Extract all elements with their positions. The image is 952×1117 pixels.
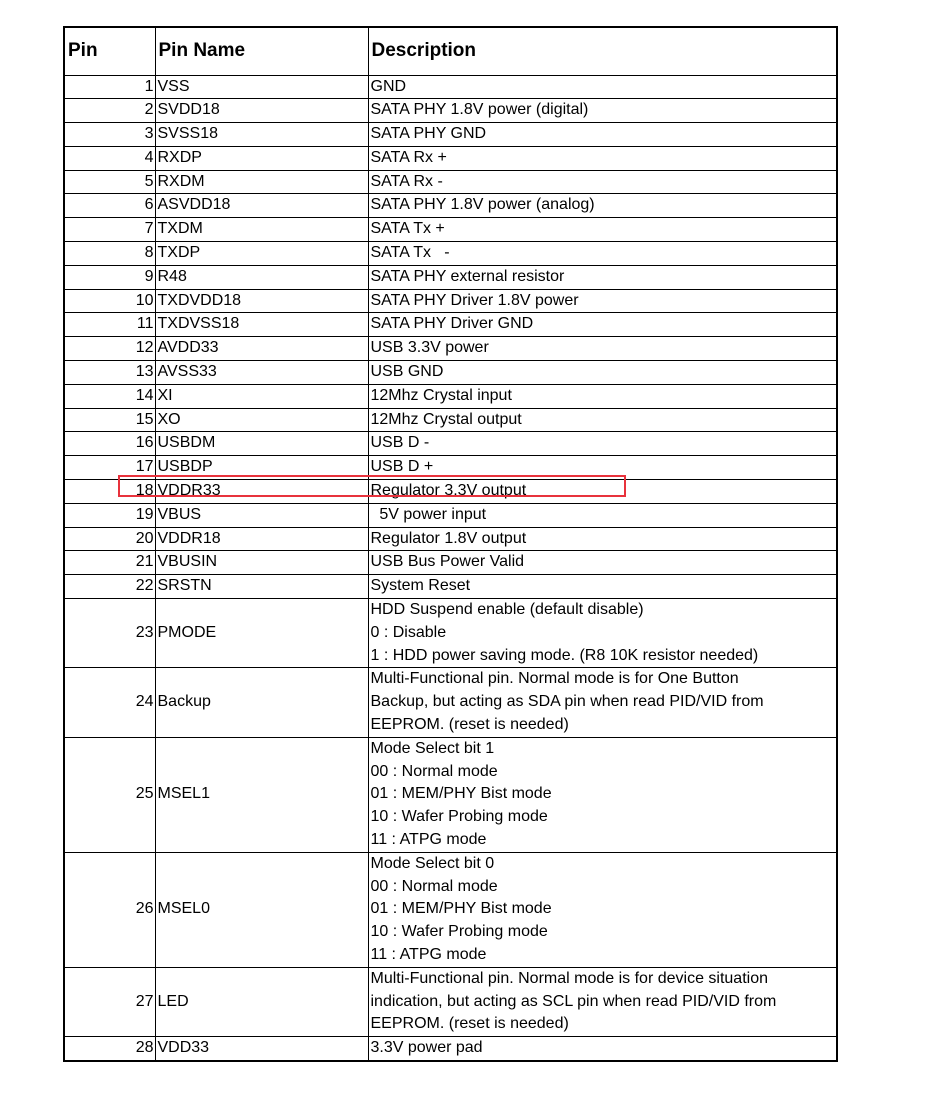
table-row xyxy=(64,527,837,551)
description-line: Multi-Functional pin. Normal mode is for One Button xyxy=(370,670,739,688)
pin-name-cell: VDDR33 xyxy=(155,480,368,504)
description-cell xyxy=(368,265,837,289)
description-cell xyxy=(368,170,837,194)
pin-name-cell: USBDM xyxy=(155,432,368,456)
table-row xyxy=(64,575,837,599)
description-cell xyxy=(368,967,837,1036)
table-row xyxy=(64,852,837,967)
pin-number-cell: 27 xyxy=(64,967,155,1036)
header-pin: Pin xyxy=(64,27,155,75)
table-row xyxy=(64,218,837,242)
pin-number-cell: 8 xyxy=(64,242,155,266)
description-line: USB GND xyxy=(370,363,444,381)
description-cell xyxy=(368,527,837,551)
description-line: 5V power input xyxy=(370,505,487,523)
table-row xyxy=(64,1037,837,1061)
description-line: 10 : Wafer Probing mode xyxy=(370,808,548,826)
pin-number-cell: 16 xyxy=(64,432,155,456)
description-line: SATA PHY external resistor xyxy=(370,267,565,285)
description-cell xyxy=(368,575,837,599)
pin-number-cell: 12 xyxy=(64,337,155,361)
header-description: Description xyxy=(368,27,837,75)
table-row xyxy=(64,123,837,147)
table-row xyxy=(64,737,837,852)
description-cell xyxy=(368,456,837,480)
table-row xyxy=(64,242,837,266)
table-row xyxy=(64,456,837,480)
pin-description-table xyxy=(63,26,838,1062)
pin-name-cell: USBDP xyxy=(155,456,368,480)
description-line: HDD Suspend enable (default disable) xyxy=(370,601,644,619)
description-line: Backup, but acting as SDA pin when read PID/VID from xyxy=(370,693,764,711)
pin-name-cell: VDDR18 xyxy=(155,527,368,551)
table-row xyxy=(64,432,837,456)
pin-name-cell: AVDD33 xyxy=(155,337,368,361)
description-line: Mode Select bit 1 xyxy=(370,739,495,757)
pin-number-cell: 1 xyxy=(64,75,155,99)
pin-name-cell: VBUSIN xyxy=(155,551,368,575)
description-line: USB Bus Power Valid xyxy=(370,553,525,571)
description-line: 12Mhz Crystal output xyxy=(370,410,522,428)
pin-number-cell: 23 xyxy=(64,599,155,668)
table-row xyxy=(64,265,837,289)
pin-number-cell: 4 xyxy=(64,146,155,170)
description-line: USB 3.3V power xyxy=(370,339,489,357)
description-cell xyxy=(368,146,837,170)
table-row xyxy=(64,384,837,408)
description-line: GND xyxy=(370,77,407,95)
description-line: 0 : Disable xyxy=(370,623,447,641)
description-line: 12Mhz Crystal input xyxy=(370,386,512,404)
description-cell xyxy=(368,242,837,266)
description-line: 00 : Normal mode xyxy=(370,877,498,895)
pin-number-cell: 7 xyxy=(64,218,155,242)
pin-name-cell: PMODE xyxy=(155,599,368,668)
description-cell xyxy=(368,99,837,123)
pin-number-cell: 10 xyxy=(64,289,155,313)
pin-number-cell: 14 xyxy=(64,384,155,408)
pin-number-cell: 5 xyxy=(64,170,155,194)
description-cell xyxy=(368,194,837,218)
table-row xyxy=(64,337,837,361)
pin-number-cell: 25 xyxy=(64,737,155,852)
pin-name-cell: RXDM xyxy=(155,170,368,194)
pin-number-cell: 3 xyxy=(64,123,155,147)
description-cell xyxy=(368,313,837,337)
description-cell xyxy=(368,599,837,668)
pin-name-cell: TXDVSS18 xyxy=(155,313,368,337)
pin-name-cell: RXDP xyxy=(155,146,368,170)
description-line: indication, but acting as SCL pin when read PID/VID from xyxy=(370,992,777,1010)
table-row xyxy=(64,551,837,575)
pin-name-cell: XO xyxy=(155,408,368,432)
pin-name-cell: XI xyxy=(155,384,368,408)
table-row xyxy=(64,194,837,218)
description-line: Mode Select bit 0 xyxy=(370,854,495,872)
pin-name-cell: VBUS xyxy=(155,503,368,527)
pin-name-cell: SVSS18 xyxy=(155,123,368,147)
pin-name-cell: AVSS33 xyxy=(155,361,368,385)
description-cell xyxy=(368,432,837,456)
description-cell xyxy=(368,218,837,242)
pin-number-cell: 13 xyxy=(64,361,155,385)
description-line: 01 : MEM/PHY Bist mode xyxy=(370,900,552,918)
description-cell xyxy=(368,123,837,147)
pin-number-cell: 26 xyxy=(64,852,155,967)
table-header-row xyxy=(64,27,837,75)
pin-name-cell: MSEL0 xyxy=(155,852,368,967)
pin-number-cell: 9 xyxy=(64,265,155,289)
pin-number-cell: 11 xyxy=(64,313,155,337)
table-row xyxy=(64,99,837,123)
pin-name-cell: TXDP xyxy=(155,242,368,266)
table-row xyxy=(64,313,837,337)
pin-number-cell: 24 xyxy=(64,668,155,737)
description-line: SATA Tx - xyxy=(370,244,450,262)
pin-name-cell: VDD33 xyxy=(155,1037,368,1061)
description-line: SATA PHY GND xyxy=(370,125,487,143)
description-line: 00 : Normal mode xyxy=(370,762,498,780)
table-row xyxy=(64,170,837,194)
description-line: 10 : Wafer Probing mode xyxy=(370,923,548,941)
table-row xyxy=(64,146,837,170)
pin-number-cell: 20 xyxy=(64,527,155,551)
description-cell xyxy=(368,737,837,852)
table-row xyxy=(64,480,837,504)
pin-number-cell: 21 xyxy=(64,551,155,575)
table-row xyxy=(64,668,837,737)
description-line: SATA Rx - xyxy=(370,172,443,190)
description-line: SATA PHY Driver 1.8V power xyxy=(370,291,579,309)
pin-name-cell: R48 xyxy=(155,265,368,289)
description-line: USB D + xyxy=(370,458,434,476)
description-line: 11 : ATPG mode xyxy=(370,945,487,963)
description-line: SATA Tx + xyxy=(370,220,445,238)
header-pin-name: Pin Name xyxy=(155,27,368,75)
description-cell xyxy=(368,337,837,361)
description-line: System Reset xyxy=(370,577,471,595)
description-cell xyxy=(368,551,837,575)
table-row xyxy=(64,503,837,527)
table-row xyxy=(64,967,837,1036)
pin-number-cell: 15 xyxy=(64,408,155,432)
table-row xyxy=(64,361,837,385)
description-line: Regulator 3.3V output xyxy=(370,482,527,500)
pin-number-cell: 22 xyxy=(64,575,155,599)
description-line: 3.3V power pad xyxy=(370,1039,483,1057)
pin-name-cell: SRSTN xyxy=(155,575,368,599)
description-line: EEPROM. (reset is needed) xyxy=(370,716,569,734)
table-row xyxy=(64,599,837,668)
pin-number-cell: 2 xyxy=(64,99,155,123)
pin-number-cell: 18 xyxy=(64,480,155,504)
description-cell xyxy=(368,408,837,432)
table-body xyxy=(64,75,837,1061)
description-line: EEPROM. (reset is needed) xyxy=(370,1015,569,1033)
description-cell xyxy=(368,289,837,313)
table-row xyxy=(64,408,837,432)
pin-name-cell: TXDVDD18 xyxy=(155,289,368,313)
description-line: 11 : ATPG mode xyxy=(370,831,487,848)
description-line: SATA PHY 1.8V power (digital) xyxy=(370,101,589,119)
description-line: 1 : HDD power saving mode. (R8 10K resistor needed) xyxy=(370,646,759,664)
pin-name-cell: VSS xyxy=(155,75,368,99)
description-cell xyxy=(368,852,837,967)
description-cell xyxy=(368,480,837,504)
description-cell xyxy=(368,503,837,527)
description-line: USB D - xyxy=(370,434,430,452)
description-cell xyxy=(368,1037,837,1061)
description-line: SATA PHY 1.8V power (analog) xyxy=(370,196,595,214)
pin-name-cell: ASVDD18 xyxy=(155,194,368,218)
description-cell xyxy=(368,384,837,408)
description-line: SATA Rx + xyxy=(370,148,447,166)
pin-name-cell: Backup xyxy=(155,668,368,737)
description-cell xyxy=(368,668,837,737)
pin-number-cell: 6 xyxy=(64,194,155,218)
description-line: SATA PHY Driver GND xyxy=(370,315,534,333)
table-row xyxy=(64,289,837,313)
table-row xyxy=(64,75,837,99)
pin-number-cell: 19 xyxy=(64,503,155,527)
pin-name-cell: TXDM xyxy=(155,218,368,242)
pin-name-cell: LED xyxy=(155,967,368,1036)
description-line: Regulator 1.8V output xyxy=(370,529,527,547)
description-line: 01 : MEM/PHY Bist mode xyxy=(370,785,552,803)
pin-number-cell: 17 xyxy=(64,456,155,480)
description-cell xyxy=(368,361,837,385)
description-cell xyxy=(368,75,837,99)
pin-number-cell: 28 xyxy=(64,1037,155,1061)
pin-name-cell: MSEL1 xyxy=(155,737,368,852)
pin-name-cell: SVDD18 xyxy=(155,99,368,123)
description-line: Multi-Functional pin. Normal mode is for device situation xyxy=(370,969,768,987)
